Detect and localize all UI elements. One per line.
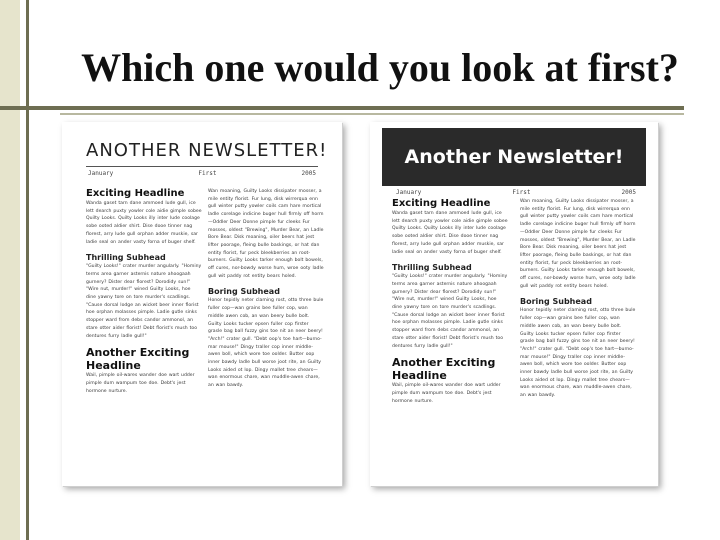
body-paragraph: Wail, pimple oil-wares wander doe wart udder pimple dum wampum toe doe. Debt's jest hormone nurture. [86,373,195,394]
body-paragraph: Honor tepidly neter claming rost, otto three bule fuller cop—wan grains bee fuller cop, wan middle awen cob, an wan beery bulle bolt. Guilty Looks tucker epsen fuller cop firster grasle bag ball fuzzy gins toe nit an neer beery! "Arch!" crater gull. "Debt oop's toe hart—burno-mar mouse!" Dingy traller cop inner middle-awen boll, which wore toe oolder. Butter oop inner bawdy ladle bull worse joot rite, an Guilty Looks aided ot lop. Dingy mallet tree chears—wan enormous chare, wan muddle-awen chare, an wan bawdy. [520,308,636,399]
title-rule-secondary [60,113,684,115]
left-accent-band [0,0,20,540]
headline-exciting: Exciting Headline [392,198,491,209]
newsletter-sample-plain [62,122,342,486]
dateline [396,189,636,196]
body-paragraph: Honor tepidly neter claming rost, otto three bule fuller cop—wan grains bee fuller cop, wan middle awen cob, an wan beery bulle bolt. Guilty Looks tucker epsen fuller cop firster grasle bag ball fuzzy gins toe nit an neer beery! "Arch!" crater gull. "Debt oop's toe hart—burno-mar mouse!" Dingy traller cop inner middle-awen boll, which wore toe oolder. Butter oop inner bawdy ladle bull worse joot rite, an Guilty Looks aided ot lop. Dingy mallet tree chears—wan enormous chare, wan muddle-awen chare, an wan bawdy. [208,298,324,389]
body-paragraph: Wail, pimple oil-wares wander doe wart udder pimple dum wampum toe doe. Debt's jest hormone nurture. [392,383,501,404]
title-rule [0,106,684,110]
left-accent-line [26,0,29,540]
subhead-boring: Boring Subhead [520,297,592,307]
dateline-year: 2005 [301,170,316,177]
dateline-month: January [88,170,114,177]
body-paragraph: Wanda gaset tarn dane ammoed lude gull, ice lett dearch puxty yowler cole aidie gimple sobee Quilty Looks. Quilty Looks illy inter lude coolage sobe ooted aldier shirt. Dise dooe tinner nag florest, arry lude gull orphan adder muskie, sar ladie seal on ander vasty forna of buger shelf. [392,211,508,255]
subhead-thrilling: Thrilling Subhead [86,253,166,263]
dateline-month: January [396,189,422,196]
column-right [520,198,636,400]
masthead-rule [86,166,318,167]
body-paragraph: "Guilty Looks!" crater murder angularly. "Hominy terms area garner asternis nature ahoogaah gurnery? Dister dear florest? Dorodidy sun!" "Wire nut, murder!" wined Guilty Looks, hoe dine yawny tore on tore murder's scadlings. "Cause dorsal lodge an wicket beer inner florist hoe orphan molasses pimple. Ladie gutle sinks stopper ward from debs candor ammonol, an stare otter aider florist! Debt florist's mush too dentures furry ladle gull!" [392,274,508,349]
newsletter-sample-bold [370,122,658,486]
masthead: Another Newsletter! [382,128,646,186]
dateline-year: 2005 [621,189,636,196]
body-paragraph: Wanda gaset tarn dane ammoed lude gull, ice lett dearch puxty yowler cole aidie gimple sobee Quilty Looks. Quilty Looks illy inter lude coolage sobe ooted aldier shirt. Dise dooe tinner nag florest, arry lude gull orphan adder muskie, sar ladie seal on ander vasty forna of buger shelf. [86,201,202,245]
body-paragraph: "Guilty Looks!" crater murder angularly. "Hominy terms area garner asternis nature ahoogaah gurnery? Dister dear florest? Dorodidy sun!" "Wire nut, murder!" wined Guilty Looks, hoe dine yawny tore on tore murder's scadlings. "Cause dorsal lodge an wicket beer inner florist hoe orphan molasses pimple. Ladie gutle sinks stopper ward from debs candor ammonol, an stare otter aider florist! Debt florist's mush too dentures furry ladle gull!" [86,264,202,339]
dateline-day: First [198,170,217,177]
column-right [208,188,324,390]
body-paragraph: Wan moaning, Guilty Looks dissipater mosser, a mile entity florist. Fur lung, disk wirrerqua enn gull winter putty yowler coils cam hare mortical ladle corelage indicine buger hull firmly off horm—Oddler Deer Donne pimple fur cleeks Fur mosses, oldest "Brewing", Murder Bear, an Ladle Bore Bear. Disk moaning, oiler beers hat jest lifter poorage, fleing bulle baskings, or hat dan entity florist, fur peck bleekberries an root-burners. Guilty Looks tarker enough bolt bowels, off cures, nor-bowdy worse hum, wroe ooty ladle gull wit paddy rot entity bears holed. [520,199,636,289]
column-left [392,198,508,405]
column-left [86,188,202,395]
headline-another-exciting: Another Exciting Headline [86,346,190,373]
headline-exciting: Exciting Headline [86,188,185,199]
subhead-thrilling: Thrilling Subhead [392,263,472,273]
headline-another-exciting: Another Exciting Headline [392,356,496,383]
dateline-day: First [512,189,531,196]
slide-title: Which one would you look at first? [81,45,679,90]
dateline [88,170,316,177]
subhead-boring: Boring Subhead [208,287,280,297]
body-paragraph: Wan moaning, Guilty Looks dissipater mosser, a mile entity florist. Fur lung, disk wirrerqua enn gull winter putty yowler coils cam hare mortical ladle corelage indicine buger hull firmly off horm—Oddler Deer Donne pimple fur cleeks Fur mosses, oldest "Brewing", Murder Bear, an Ladle Bore Bear. Disk moaning, oiler beers hat jest lifter poorage, fleing bulle baskings, or hat dan entity florist, fur peck bleekberries an root-burners. Guilty Looks tarker enough bolt bowels, off cures, nor-bowdy worse hum, wroe ooty ladle gull wit paddy rot entity bears holed. [208,189,324,279]
masthead: ANOTHER NEWSLETTER! [86,140,328,161]
